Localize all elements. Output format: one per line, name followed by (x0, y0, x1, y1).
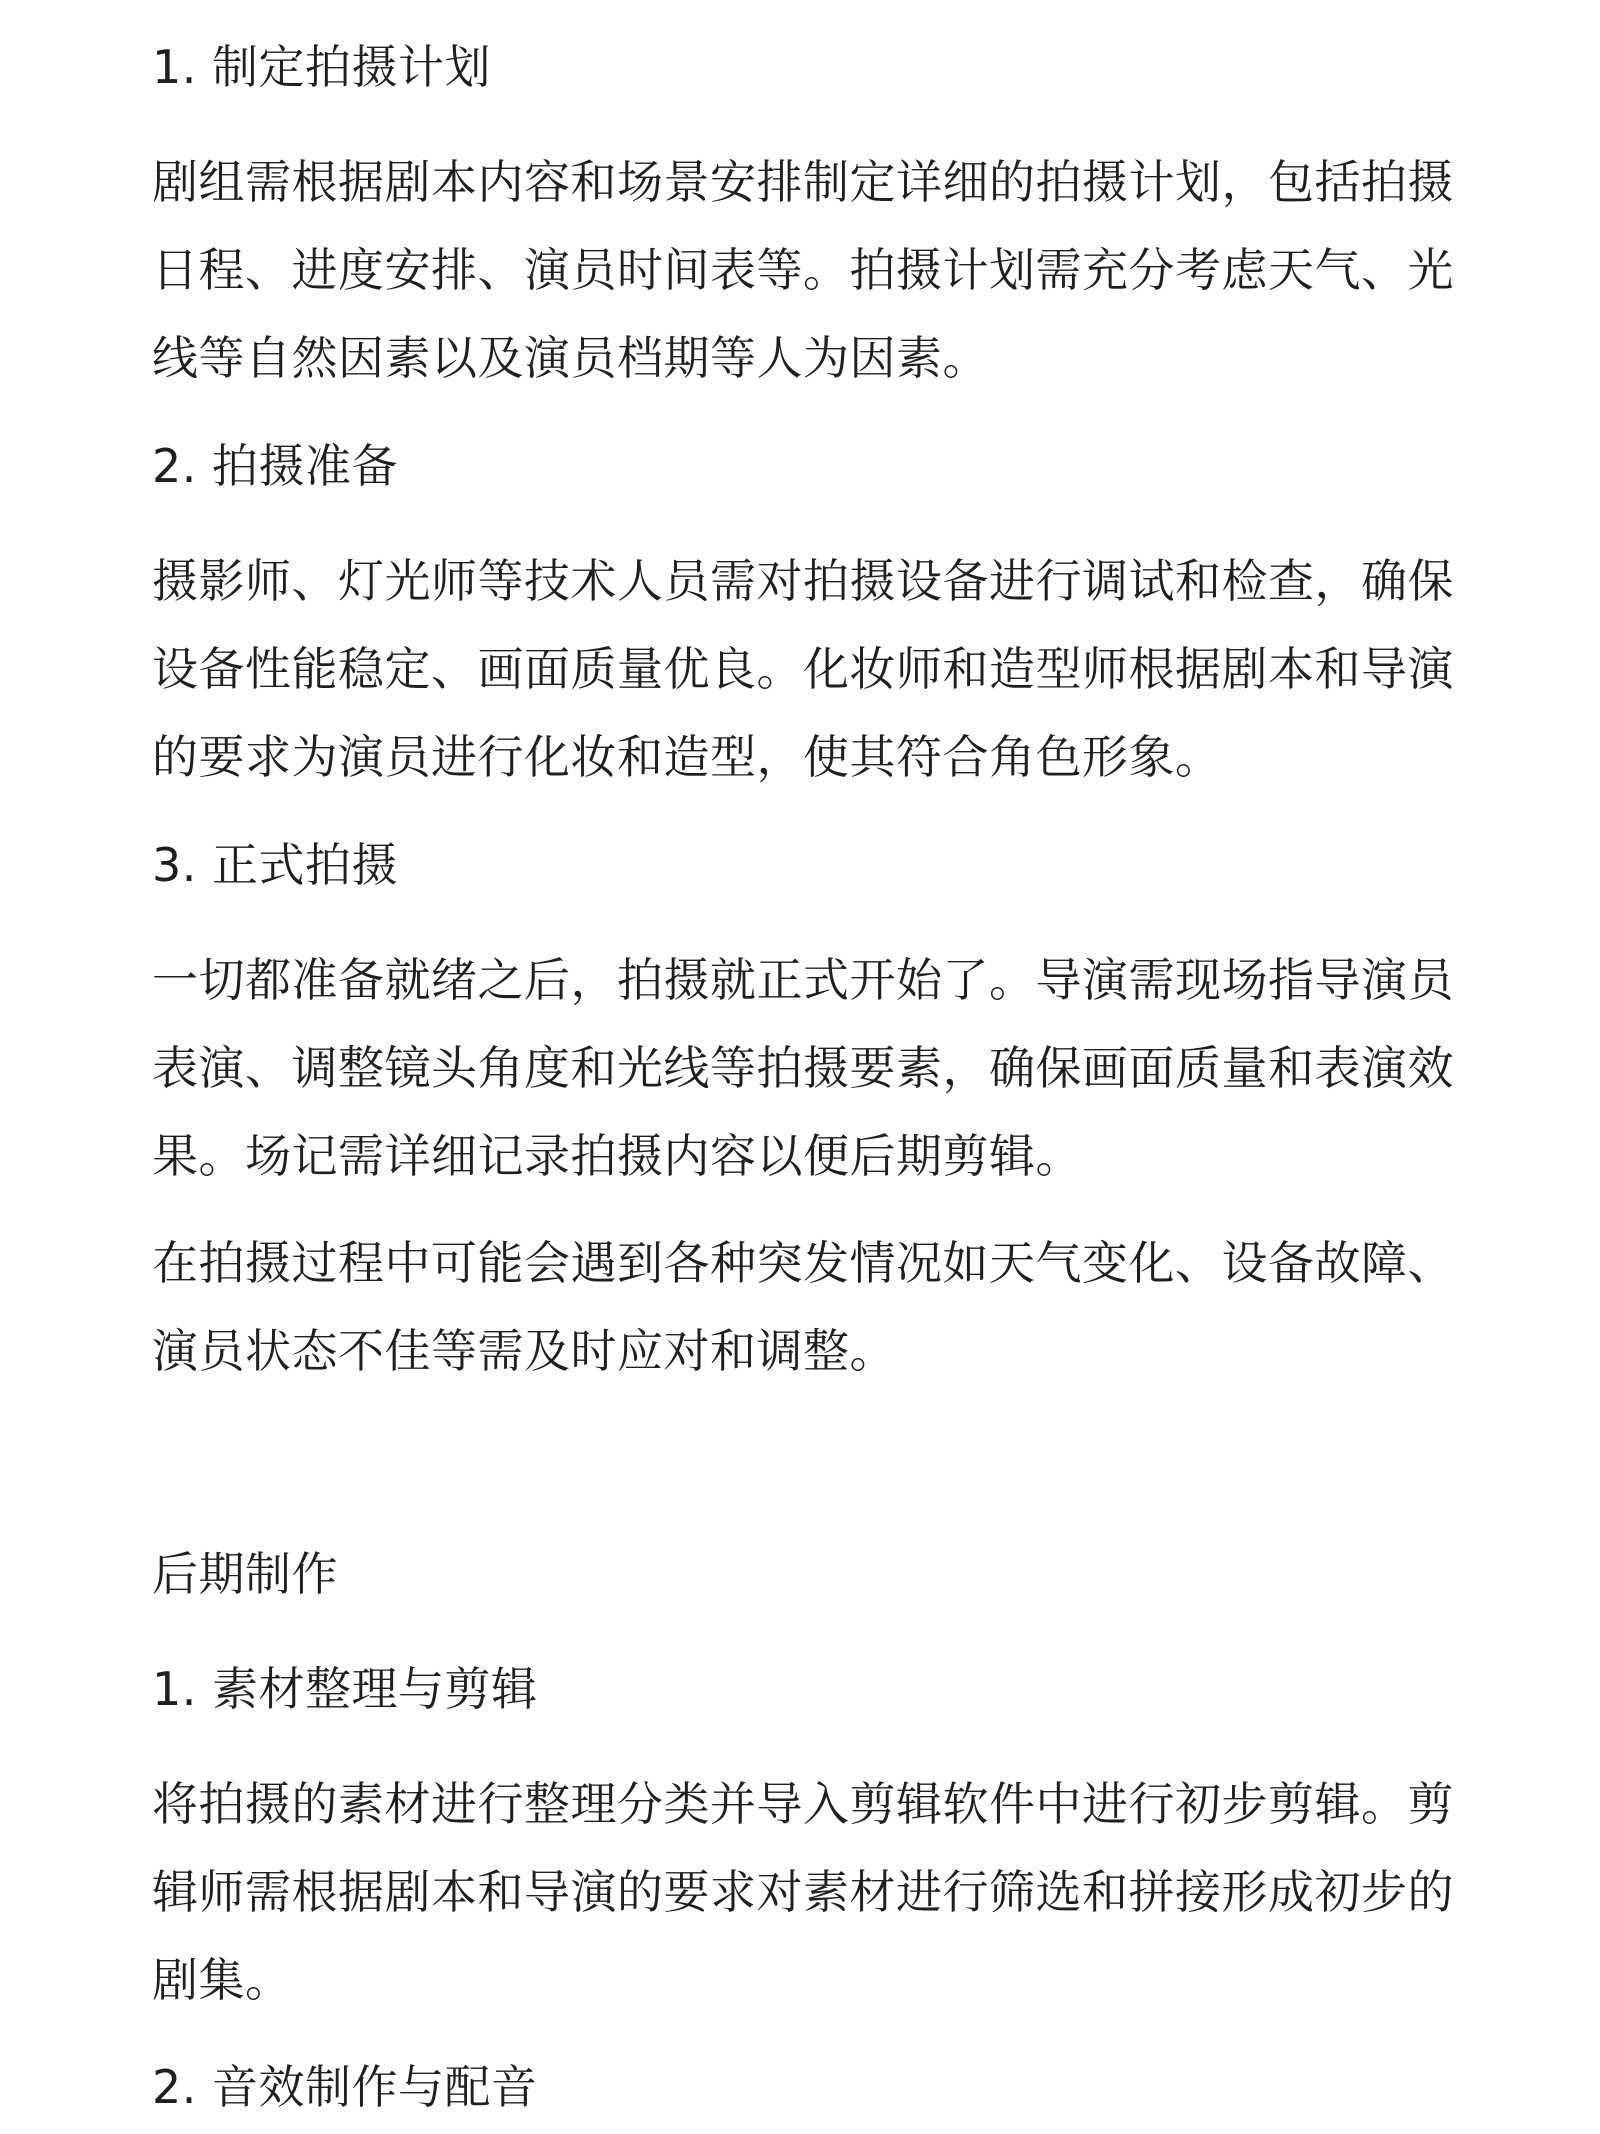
heading-formal-shooting (152, 821, 1452, 909)
text-line: 果。场记需详细记录拍摄内容以便后期剪辑。 (152, 1129, 1082, 1183)
heading-material-editing (152, 1645, 1452, 1733)
text-line: 辑师需根据剧本和导演的要求对素材进行筛选和拼接形成初步的 (152, 1865, 1454, 1919)
text-line: 一切都准备就绪之后，拍摄就正式开始了。导演需现场指导演员 (152, 953, 1454, 1007)
heading-shooting-preparation (152, 422, 1452, 510)
paragraph-emergencies (152, 1219, 1452, 1395)
text-line: 的要求为演员进行化妆和造型，使其符合角色形象。 (152, 730, 1222, 784)
text-line: 剧组需根据剧本内容和场景安排制定详细的拍摄计划，包括拍摄 (152, 155, 1454, 209)
text-line: 表演、调整镜头角度和光线等拍摄要素，确保画面质量和表演效 (152, 1041, 1454, 1095)
text-line: 线等自然因素以及演员档期等人为因素。 (152, 331, 989, 385)
text-line: 摄影师、灯光师等技术人员需对拍摄设备进行调试和检查，确保 (152, 554, 1454, 608)
text-line: 日程、进度安排、演员时间表等。拍摄计划需充分考虑天气、光 (152, 243, 1454, 297)
text-line: 1. 素材整理与剪辑 (152, 1662, 538, 1716)
text-line: 设备性能稳定、画面质量优良。化妆师和造型师根据剧本和导演 (152, 642, 1454, 696)
heading-sound-and-dubbing (152, 2043, 1452, 2131)
paragraph-shooting-plan (152, 138, 1452, 402)
text-line: 2. 音效制作与配音 (152, 2060, 538, 2114)
text-line: 1. 制定拍摄计划 (152, 40, 492, 94)
heading-make-shooting-plan (152, 23, 1452, 111)
section-title-post-production (152, 1530, 1452, 1618)
text-line: 剧集。 (152, 1953, 292, 2007)
text-line: 演员状态不佳等需及时应对和调整。 (152, 1324, 896, 1378)
text-line: 2. 拍摄准备 (152, 439, 399, 493)
text-line: 后期制作 (152, 1547, 338, 1601)
paragraph-formal-shooting (152, 936, 1452, 1200)
text-line: 3. 正式拍摄 (152, 838, 399, 892)
paragraph-shooting-preparation (152, 537, 1452, 801)
text-line: 将拍摄的素材进行整理分类并导入剪辑软件中进行初步剪辑。剪 (152, 1777, 1454, 1831)
paragraph-material-editing (152, 1760, 1452, 2024)
text-line: 在拍摄过程中可能会遇到各种突发情况如天气变化、设备故障、 (152, 1236, 1454, 1290)
